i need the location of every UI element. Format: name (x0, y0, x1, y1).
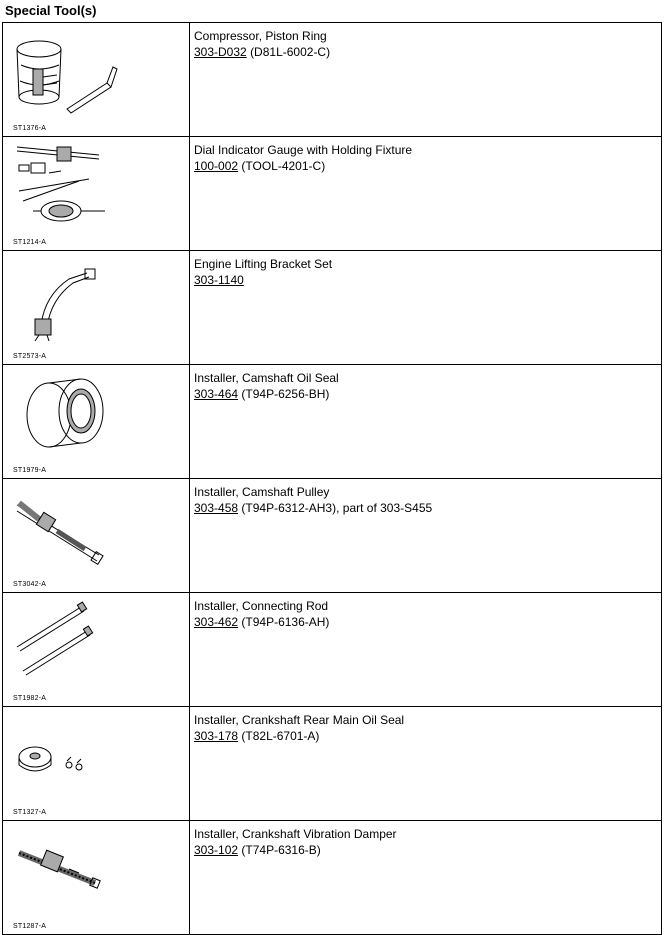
table-row (3, 251, 662, 365)
part-number-link[interactable]: 100-002 (194, 159, 239, 173)
tool-image-cell (3, 707, 190, 821)
tool-description: Installer, Camshaft Oil Seal (194, 371, 339, 385)
tool-description-cell (190, 365, 662, 479)
image-code: ST1327-A (13, 809, 47, 816)
piston-ring-compressor-icon (9, 27, 129, 117)
image-code: ST1979-A (13, 467, 47, 474)
rear-main-seal-installer-icon (9, 711, 129, 801)
part-suffix: (T74P-6316-B) (241, 843, 321, 857)
part-number-link[interactable]: 303-178 (194, 729, 239, 743)
image-code: ST1214-A (13, 239, 47, 246)
tool-description-cell (190, 707, 662, 821)
part-suffix: (D81L-6002-C) (250, 45, 331, 59)
pulley-installer-icon (9, 483, 129, 573)
part-number-link[interactable]: 303-1140 (194, 273, 244, 287)
tool-description-cell (190, 593, 662, 707)
part-suffix: (T94P-6256-BH) (241, 387, 330, 401)
tool-description: Installer, Connecting Rod (194, 599, 329, 613)
tool-description-cell (190, 479, 662, 593)
table-row (3, 23, 662, 137)
part-number-link[interactable]: 303-102 (194, 843, 239, 857)
tool-image-cell (3, 251, 190, 365)
part-number-link[interactable]: 303-462 (194, 615, 239, 629)
table-row (3, 821, 662, 935)
table-row (3, 479, 662, 593)
tool-description: Installer, Crankshaft Vibration Damper (194, 827, 397, 841)
tool-image-cell (3, 137, 190, 251)
image-code: ST1376-A (13, 125, 47, 132)
damper-installer-icon (9, 825, 129, 915)
part-number-link[interactable]: 303-458 (194, 501, 239, 515)
table-row (3, 365, 662, 479)
dial-indicator-icon (9, 141, 129, 231)
part-suffix: (T94P-6312-AH3), part of 303-S455 (241, 501, 433, 515)
image-code: ST2573-A (13, 353, 47, 360)
oil-seal-installer-icon (9, 369, 129, 459)
tool-description-cell (190, 137, 662, 251)
tool-description-cell (190, 23, 662, 137)
part-suffix: (TOOL-4201-C) (241, 159, 326, 173)
tool-description: Engine Lifting Bracket Set (194, 257, 333, 271)
tool-description: Compressor, Piston Ring (194, 29, 327, 43)
page-heading: Special Tool(s) (5, 3, 97, 18)
tool-image-cell (3, 821, 190, 935)
special-tools-table (2, 22, 662, 935)
tool-image-cell (3, 365, 190, 479)
lifting-bracket-icon (9, 255, 129, 345)
tool-image-cell (3, 23, 190, 137)
tool-description: Installer, Crankshaft Rear Main Oil Seal (194, 713, 405, 727)
tool-description: Dial Indicator Gauge with Holding Fixture (194, 143, 413, 157)
part-number-link[interactable]: 303-464 (194, 387, 239, 401)
tool-image-cell (3, 593, 190, 707)
connecting-rod-installer-icon (9, 597, 129, 687)
table-row (3, 593, 662, 707)
image-code: ST1287-A (13, 923, 47, 930)
tool-description-cell (190, 251, 662, 365)
tool-image-cell (3, 479, 190, 593)
image-code: ST1982-A (13, 695, 47, 702)
table-row (3, 137, 662, 251)
part-suffix: (T82L-6701-A) (241, 729, 320, 743)
part-number-link[interactable]: 303-D032 (194, 45, 247, 59)
image-code: ST3042-A (13, 581, 47, 588)
part-suffix: (T94P-6136-AH) (241, 615, 330, 629)
table-row (3, 707, 662, 821)
tool-description: Installer, Camshaft Pulley (194, 485, 330, 499)
tool-description-cell (190, 821, 662, 935)
